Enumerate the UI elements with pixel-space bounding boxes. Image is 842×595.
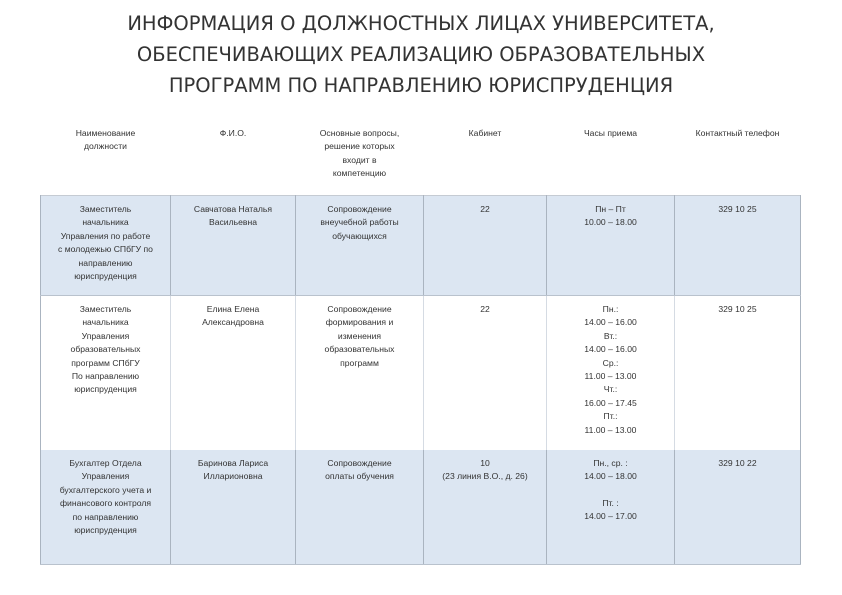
cell-phone: 329 10 25 <box>675 196 801 296</box>
title-line: ОБЕСПЕЧИВАЮЩИХ РЕАЛИЗАЦИЮ ОБРАЗОВАТЕЛЬНЫХ <box>136 43 706 66</box>
cell-office: 10 (23 линия В.О., д. 26) <box>424 450 547 565</box>
cell-name: Савчатова Наталья Васильевна <box>171 196 296 296</box>
header-name: Ф.И.О. <box>219 128 247 138</box>
cell-competence: Сопровождение оплаты обучения <box>296 450 424 565</box>
cell-office: 22 <box>424 196 547 296</box>
cell-hours: Пн.: 14.00 – 16.00 Вт.: 14.00 – 16.00 Ср.: 11.00 – 13.00 Чт.: 16.00 – 17.45 Пт.: 11.00 – 13.00 <box>547 296 675 451</box>
cell-phone: 329 10 22 <box>675 450 801 565</box>
cell-phone: 329 10 25 <box>675 296 801 451</box>
officials-table <box>40 118 801 565</box>
header-phone: Контактный телефон <box>695 128 780 138</box>
cell-competence: Сопровождение внеучебной работы обучающихся <box>296 196 424 296</box>
cell-name: Баринова Лариса Илларионовна <box>171 450 296 565</box>
header-office: Кабинет <box>468 128 502 138</box>
spacer <box>551 484 670 497</box>
cell-office: 22 <box>424 296 547 451</box>
header-hours: Часы приема <box>583 128 638 138</box>
cell-position: Заместитель начальника Управления образовательных программ СПбГУ По направлению юриспруденция <box>41 296 171 451</box>
cell-competence: Сопровождение формирования и изменения образовательных программ <box>296 296 424 451</box>
page-title <box>0 8 842 101</box>
table-header-row <box>41 118 801 196</box>
cell-position: Бухгалтер Отдела Управления бухгалтерского учета и финансового контроля по направлению юриспруденция <box>41 450 171 565</box>
table-row <box>41 296 801 451</box>
header-position: Наименование должности <box>75 128 136 152</box>
title-line: ПРОГРАММ ПО НАПРАВЛЕНИЮ ЮРИСПРУДЕНЦИЯ <box>168 74 674 97</box>
cell-hours: Пн., ср. : 14.00 – 18.00 Пт. : 14.00 – 17.00 <box>547 450 675 565</box>
title-line: ИНФОРМАЦИЯ О ДОЛЖНОСТНЫХ ЛИЦАХ УНИВЕРСИТЕТА, <box>127 12 715 35</box>
table-row <box>41 196 801 296</box>
table-row <box>41 450 801 565</box>
cell-name: Елина Елена Александровна <box>171 296 296 451</box>
header-competence: Основные вопросы, решение которых входит в компетенцию <box>319 128 400 179</box>
cell-hours: Пн – Пт 10.00 – 18.00 <box>547 196 675 296</box>
cell-position: Заместитель начальника Управления по работе с молодежью СПбГУ по направлению юриспруденция <box>41 196 171 296</box>
